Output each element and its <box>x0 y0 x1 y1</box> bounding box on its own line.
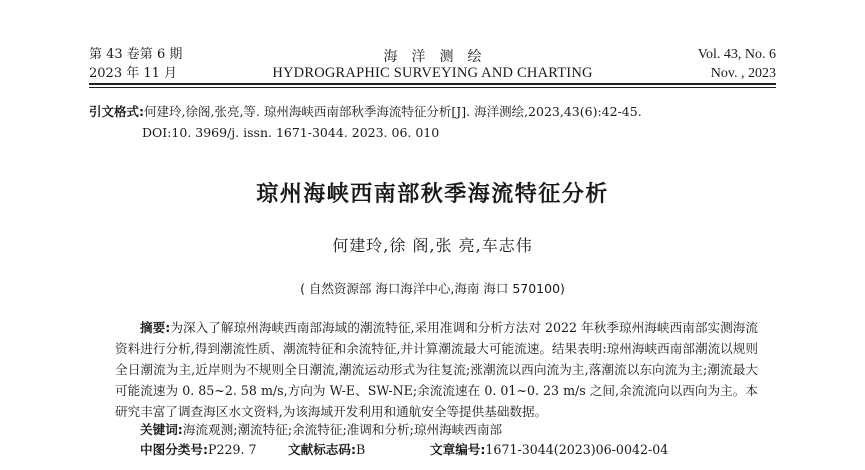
article-number <box>430 442 668 458</box>
article-title: 琼州海峡西南部秋季海流特征分析 <box>256 182 609 207</box>
article-number-label: 文章编号: <box>430 442 486 457</box>
citation-label: 引文格式: <box>89 104 144 119</box>
keywords-text: 海流观测;潮流特征;余流特征;准调和分析;琼州海峡西南部 <box>182 422 503 437</box>
document-code <box>288 442 365 458</box>
clc-value: P229. 7 <box>208 442 257 457</box>
journal-title-cn: 海洋测绘 <box>383 49 496 65</box>
header-rule-thick <box>89 83 776 85</box>
abstract-text: 为深入了解琼州海峡西南部海域的潮流特征,采用准调和分析方法对 2022 年秋季琼州海峡西南部实测海流资料进行分析,得到潮流性质、潮流特征和余流特征,并计算潮流最大可能流速。结果表明:琼州海峡西南部潮流以规则全日潮流为主,近岸则为不规则全日潮流,潮流运动形式为往复流;涨潮流以西向流为主,落潮流以东向流为主;潮流最大可能流速为 0. 85~2. 58 m/s,方向为 W-E、SW-NE;余流流速在 0. 01~0. 23 m/s 之间,余流流向以西向为主。本研究丰富了调查海区水文资料,为该海域开发利用和通航安全等提供基础数据。 <box>115 320 759 419</box>
volume-issue-cn: 第 43 卷第 6 期 <box>89 47 183 62</box>
citation <box>89 104 642 120</box>
doc-value: B <box>356 442 366 457</box>
authors: 何建玲,徐 阁,张 亮,车志伟 <box>332 236 533 255</box>
citation-text: 何建玲,徐阁,张亮,等. 琼州海峡西南部秋季海流特征分析[J]. 海洋测绘,2023,43(6):42-45. <box>144 104 642 119</box>
header-rule-thin <box>89 87 776 88</box>
date-en: Nov. , 2023 <box>710 66 776 81</box>
journal-title-en: HYDROGRAPHIC SURVEYING AND CHARTING <box>272 65 593 81</box>
abstract <box>115 317 758 422</box>
affiliation: ( 自然资源部 海口海洋中心,海南 海口 570100) <box>300 281 565 296</box>
volume-issue-en: Vol. 43, No. 6 <box>697 47 776 62</box>
article-number-value: 1671-3044(2023)06-0042-04 <box>485 442 669 457</box>
clc-label: 中图分类号: <box>140 442 209 457</box>
keywords <box>140 422 502 438</box>
abstract-label: 摘要: <box>140 320 171 335</box>
doc-label: 文献标志码: <box>288 442 357 457</box>
date-cn: 2023 年 11 月 <box>89 66 178 81</box>
keywords-label: 关键词: <box>140 422 183 437</box>
doi: DOI:10. 3969/j. issn. 1671-3044. 2023. 06. 010 <box>142 125 440 140</box>
clc-number <box>140 442 257 458</box>
